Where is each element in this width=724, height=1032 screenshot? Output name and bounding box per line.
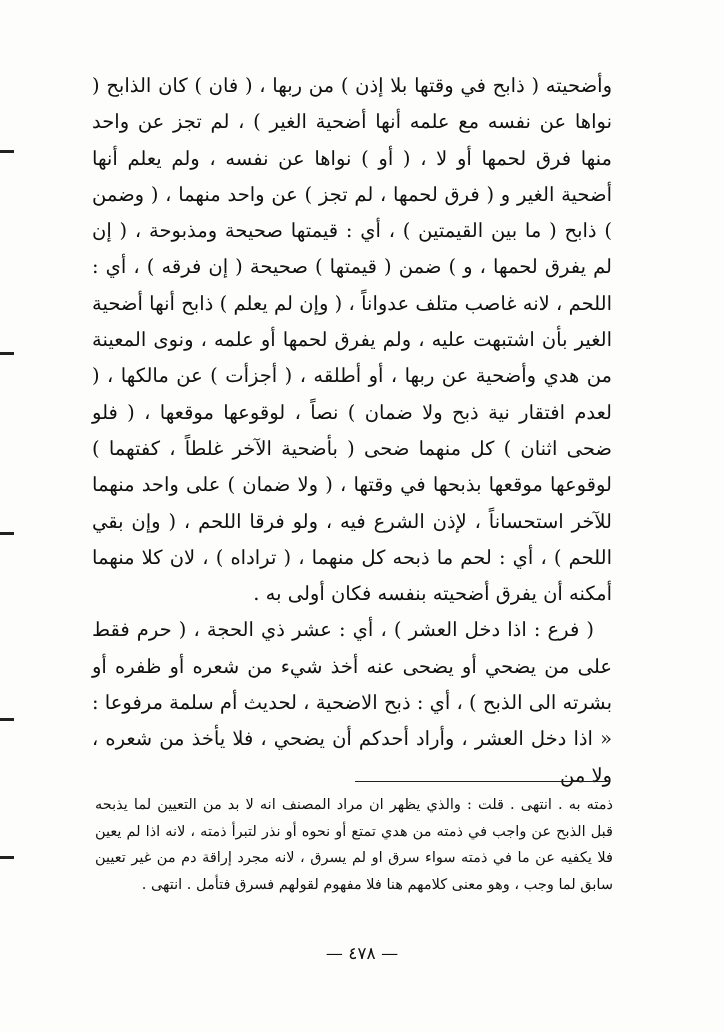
scan-edge-mark	[0, 856, 14, 859]
main-paragraph-1: وأضحيته ( ذابح في وقتها بلا إذن ) من ربها ، ( فان ) كان الذابح ( نواها عن نفسه مع علمه أنها أضحية الغير ) ، لم تجز عن واحد منها فرق لحمها أو لا ، ( أو ) نواها عن نفسه ، ولم يعلم أنها أضحية الغير و ( فرق لحمها ، لم تجز ) عن واحد منهما ، ( وضمن ) ذابح ( ما بين القيمتين ) ، أي : قيمتها صحيحة ومذبوحة ، ( إن لم يفرق لحمها ، و ) ضمن ( قيمتها ) صحيحة ( إن فرقه ) ، أي : اللحم ، لانه غاصب متلف عدواناً ، ( وإن لم يعلم ) ذابح أنها أضحية الغير بأن اشتبهت عليه ، ولم يفرق لحمها أو علمه ، ونوى المعينة من هدي وأضحية عن ربها ، أو أطلقه ، ( أجزأت ) عن مالكها ، ( لعدم افتقار نية ذبح ولا ضمان ) نصاً ، لوقوعها موقعها ، ( فلو ضحى اثنان ) كل منهما ضحى ( بأضحية الآخر غلطاً ، كفتهما ) لوقوعها موقعها بذبحها في وقتها ، ( ولا ضمان ) على واحد منهما للآخر استحساناً ، لإذن الشرع فيه ، ولو فرقا اللحم ، ( وإن بقي اللحم ) ، أي : لحم ما ذبحه كل منهما ، ( تراداه ) ، لان كلا منهما أمكنه أن يفرق أضحيته بنفسه فكان أولى به .	[92, 74, 612, 606]
scan-edge-mark	[0, 718, 14, 721]
page-number: — ٤٧٨ —	[325, 944, 399, 964]
scan-edge-mark	[0, 150, 14, 153]
main-text-body	[92, 68, 612, 794]
scan-edge-mark	[0, 352, 14, 355]
footnote-text: ذمته به . انتهى . قلت : والذي يظهر ان مراد المصنف انه لا بد من التعيين لما يذبحه قبل الذبح عن واجب في ذمته من هدي تمتع أو نحوه أو نذر لتبرأ ذمته ، لانه اذا لم يعين فلا يكفيه عن ما في ذمته سواء سرق او لم يسرق ، لانه مجرد إراقة دم من غير تعيين سابق لما وجب ، وهو معنى كلامهم هنا فلا مفهوم لقولهم فسرق فتأمل . انتهى .	[95, 797, 613, 893]
main-paragraph-2: ( فرع : اذا دخل العشر ) ، أي : عشر ذي الحجة ، ( حرم فقط على من يضحي أو يضحى عنه أخذ شيء من شعره أو ظفره أو بشرته الى الذبح ) ، أي : ذبح الاضحية ، لحديث أم سلمة مرفوعا : « اذا دخل العشر ، وأراد أحدكم أن يضحي ، فلا يأخذ من شعره ، ولا من	[92, 618, 612, 787]
scan-edge-mark	[0, 532, 14, 535]
footnote-separator	[355, 781, 610, 782]
